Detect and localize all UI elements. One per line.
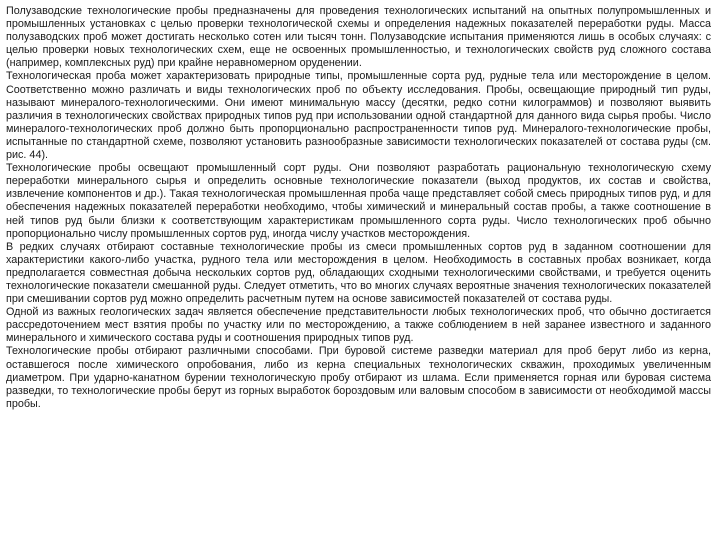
document-page — [6, 5, 711, 411]
paragraph-semi-industrial-samples: Полузаводские технологические пробы предназначены для проведения технологических испытаний на опытных полупромышленных и промышленных установках с целью проверки технологической схемы и определения надежных показателей переработки руды. Масса полузаводских проб может достигать несколько сотен или тысяч тонн. Полузаводские испытания применяются лишь в особых случаях: с целью проверки новых технологических схем, еще не освоенных промышленностью, и технологических свойств руд сложного состава (например, комплексных руд) при крайне неравномерном оруденении. — [6, 5, 711, 70]
paragraph-sampling-methods: Технологические пробы отбирают различными способами. При буровой системе разведки материал для проб берут либо из керна, оставшегося после химического опробования, либо из керна специальных технологических скважин, проходимых увеличенным диаметром. При ударно-канатном бурении технологическую пробу отбирают из шлама. Если применяется горная или буровая система разведки, то технологические пробы берут из горных выработок бороздовым или валовым способом в зависимости от необходимой массы пробы. — [6, 345, 711, 410]
paragraph-representativeness: Одной из важных геологических задач является обеспечение представительности любых технологических проб, что обычно достигается рассредоточением мест взятия пробы по участку или по месторождению, а также соблюдением в ней заранее известного и заданного минерального и химического состава руды и соотношения природных типов руд. — [6, 306, 711, 345]
paragraph-composite-samples: В редких случаях отбирают составные технологические пробы из смеси промышленных сортов руд в заданном соотношении для характеристики какого-либо участка, рудного тела или месторождения в целом. Необходимость в составных пробах возникает, когда предполагается совместная добыча нескольких сортов руд, обладающих сходными технологическими свойствами, и требуется оценить технологические показатели смешанной руды. Следует отметить, что во многих случаях вероятные значения технологических показателей при смешивании сортов руд можно определить расчетным путем на основе зависимостей показателей от состава руды. — [6, 240, 711, 306]
paragraph-sample-types: Технологическая проба может характеризовать природные типы, промышленные сорта руд, рудные тела или месторождение в целом. Соответственно можно различать и виды технологических проб по объекту исследования. Пробы, освещающие природный тип руды, называют минералого-технологическими. Они имеют минимальную массу (десятки, редко сотни килограммов) и позволяют выявить различия в технологических свойствах природных типов руд при использовании одной стандартной для данного вида сырья пробы. Число минералого-технологических проб должно быть пропорционально распространенности типов руд. Минералого-технологические пробы, испытанные по стандартной схеме, позволяют установить разнообразные зависимости технологических показателей от состава руды (см. рис. 44). — [6, 70, 711, 162]
paragraph-industrial-grade: Технологические пробы освещают промышленный сорт руды. Они позволяют разработать рациональную технологическую схему переработки минерального сырья и определить основные технологические показатели (выход продуктов, их состав и свойства, извлечение компонентов и др.). Такая технологическая промышленная проба чаще представляет собой смесь природных типов руд, и для обеспечения надежных показателей переработки необходимо, чтобы химический и минеральный состав пробы, а также соотношение в ней типов руд были близки к соответствующим характеристикам промышленного сорта руды. Число технологических проб обычно пропорционально числу промышленных сортов руд, иногда числу участков месторождения. — [6, 162, 711, 240]
